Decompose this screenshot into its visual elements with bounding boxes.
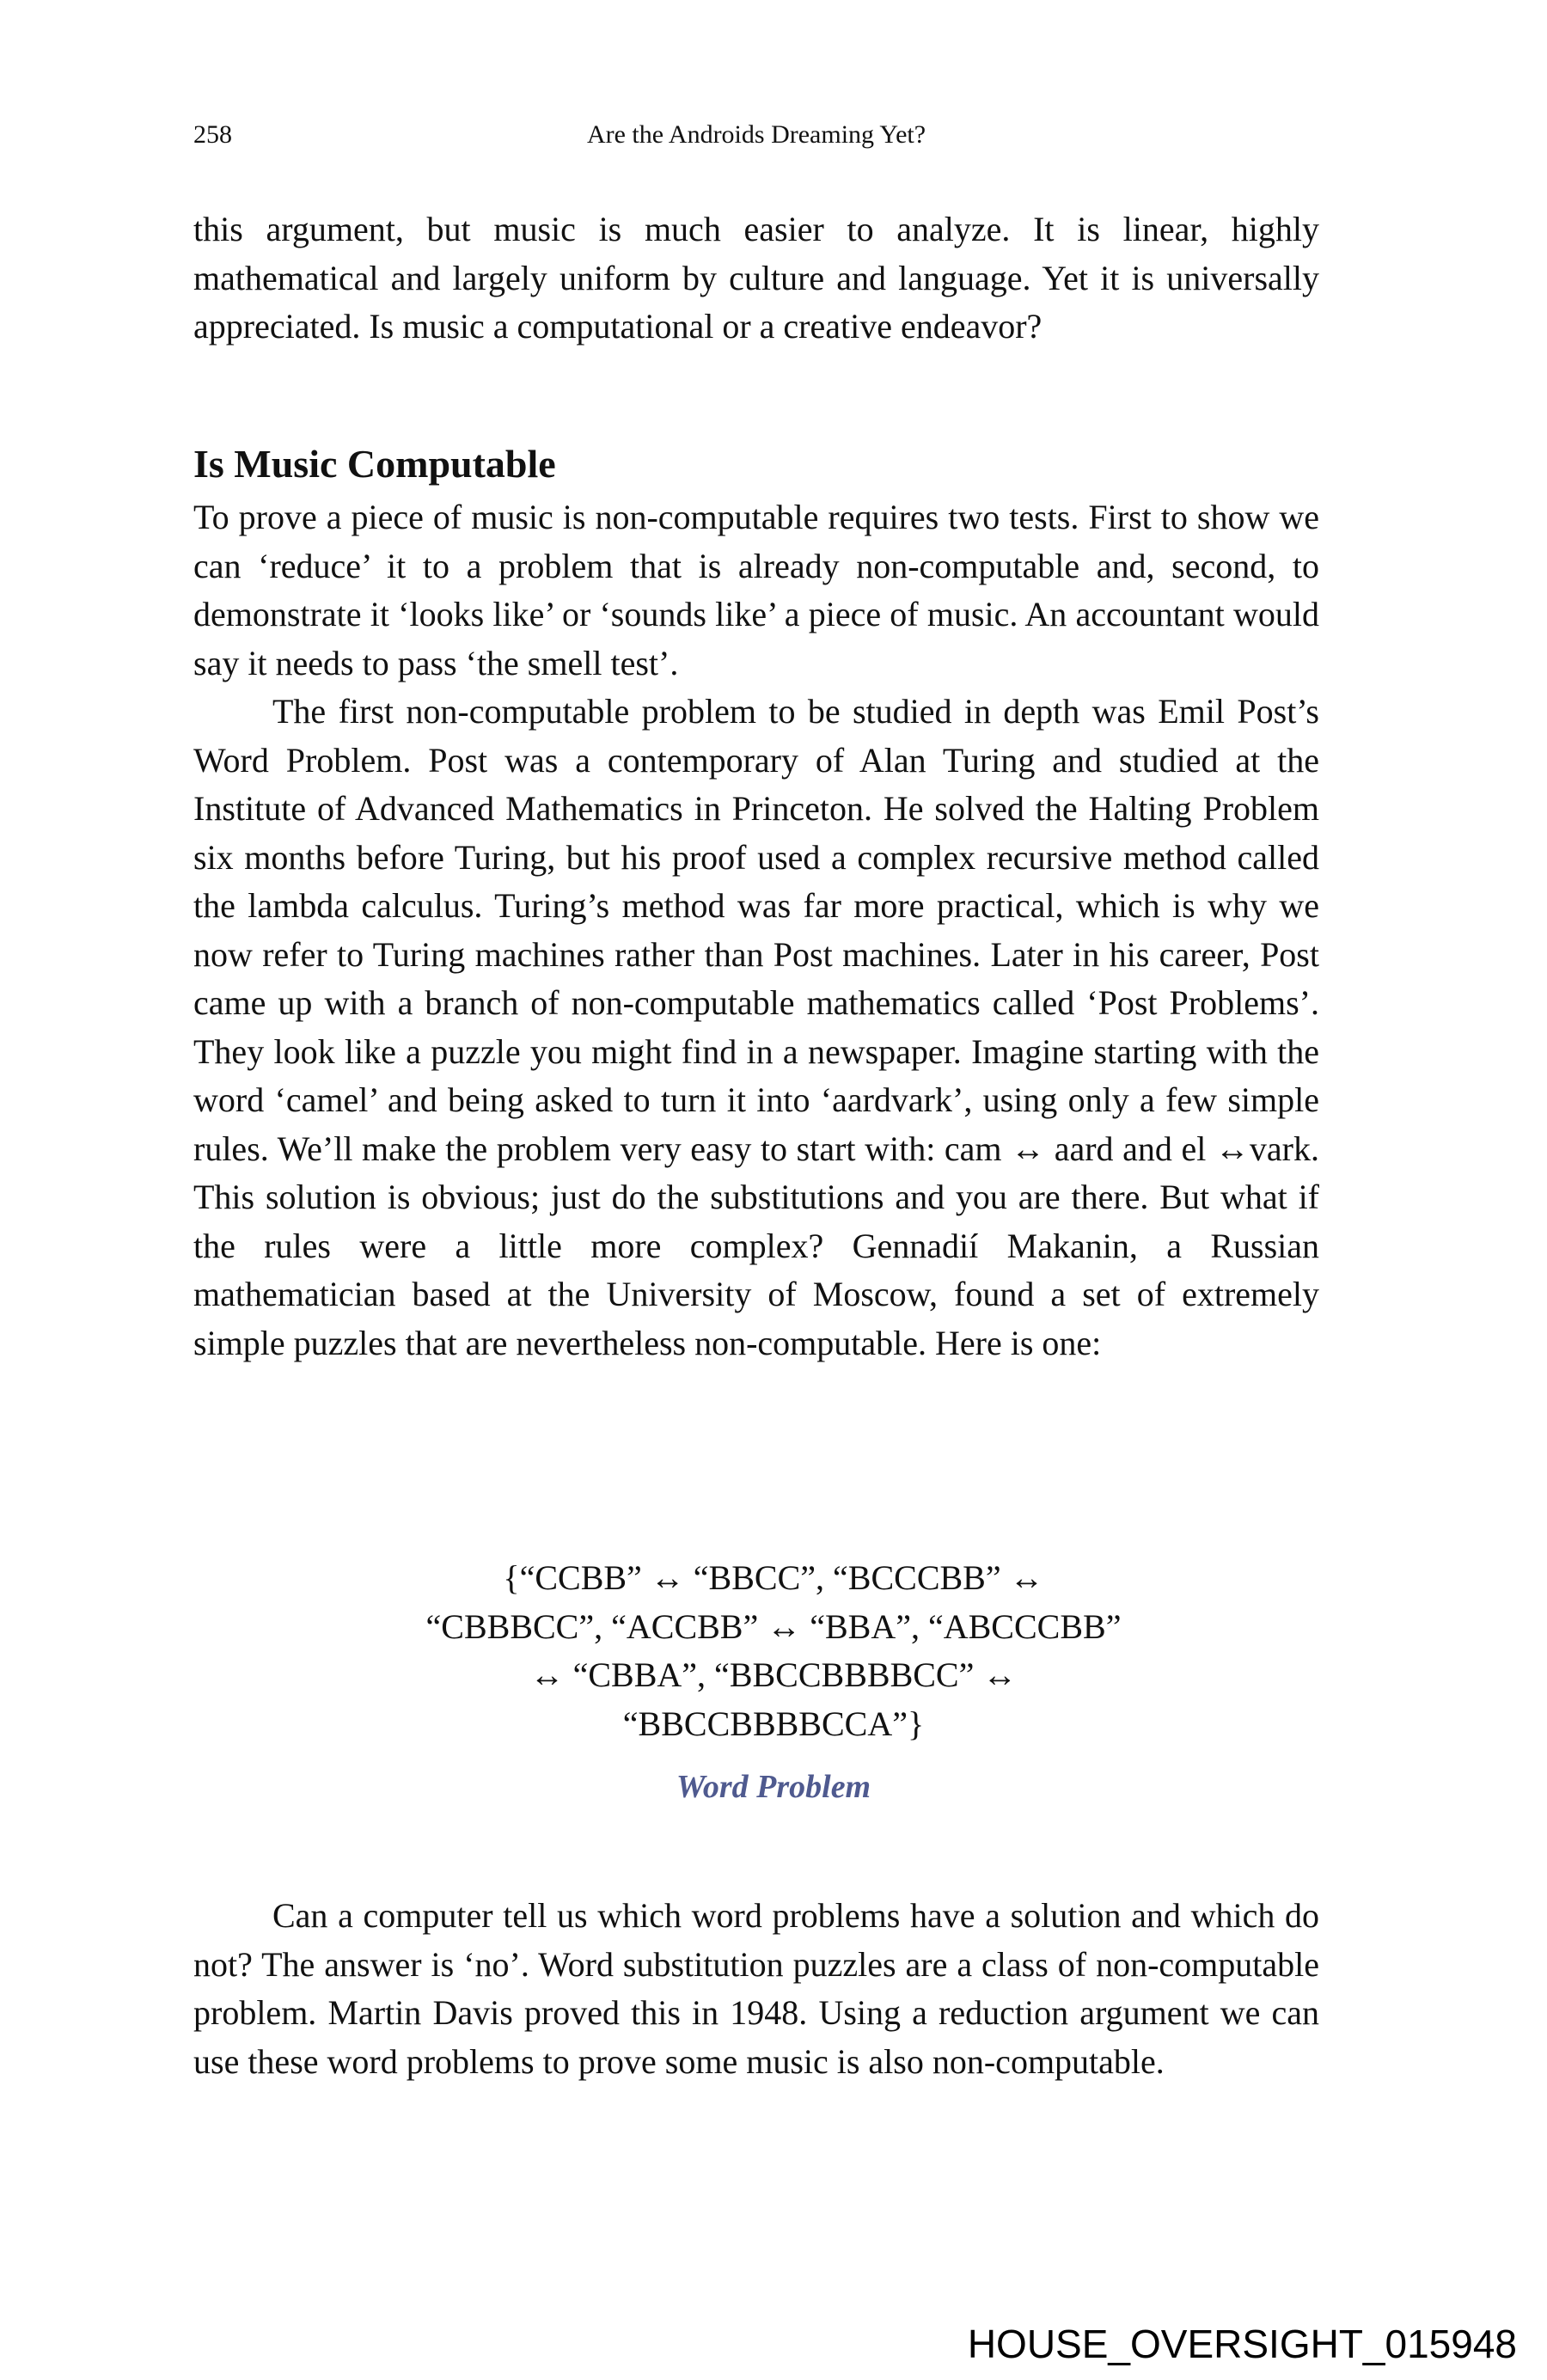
formula-caption: Word Problem [676,1769,871,1805]
section-heading: Is Music Computable [193,442,556,486]
paragraph-block-2 [193,493,1319,688]
paragraph-block-3 [193,688,1319,1367]
paragraph-block-4 [193,1892,1319,2086]
bates-stamp: HOUSE_OVERSIGHT_015948 [967,2322,1517,2366]
word-problem-formula [344,1554,1203,1748]
page-number: 258 [193,120,232,149]
paragraph-2: To prove a piece of music is non-computable requires two tests. First to show we can ‘reduce’ it to a problem that is already non-computable and, second, to demonstrate it ‘looks like’ or ‘sounds like’ a piece of music. An accountant would say it needs to pass ‘the smell test’. [193,498,1319,682]
paragraph-4: Can a computer tell us which word problems have a solution and which do not? The answer is ‘no’. Word substitution puzzles are a class of non-computable problem. Martin Davis proved this in 1948. Using a reduction argument we can use these word problems to prove some music is also non-computable. [193,1896,1319,2081]
paragraph-3: The first non-computable problem to be studied in depth was Emil Post’s Word Problem. Post was a contemporary of Alan Turing and studied at the Institute of Advanced Mathematics in Princeton. He solved the Halting Problem six months before Turing, but his proof used a complex recursive method called the lambda calculus. Turing’s method was far more practical, which is why we now refer to Turing machines rather than Post machines. Later in his career, Post came up with a branch of non-computable mathematics called ‘Post Problems’. They look like a puzzle you might find in a newspaper. Imagine starting with the word ‘camel’ and being asked to turn it into ‘aardvark’, using only a few simple rules. We’ll make the problem very easy to start with: cam ↔ aard and el ↔vark. This solution is obvious; just do the substitutions and you are there. But what if the rules were a little more complex? Gennadií Makanin, a Russian mathematician based at the University of Moscow, found a set of extremely simple puzzles that are nevertheless non-computable. Here is one: [193,692,1319,1362]
formula-line: “CBBBCC”, “ACCBB” ↔ “BBA”, “ABCCCBB” [425,1606,1122,1646]
formula-line: ↔ “CBBA”, “BBCCBBBBCC” ↔ [529,1655,1018,1694]
formula-line: {“CCBB” ↔ “BBCC”, “BCCCBB” ↔ [503,1558,1044,1597]
paragraph-continuation [193,205,1319,352]
formula-line: “BBCCBBBBCCA”} [622,1704,925,1743]
paragraph-1: this argument, but music is much easier to analyze. It is linear, highly mathematical and largely uniform by culture and language. Yet it is universally appreciated. Is music a computational or a creative endeavor? [193,210,1319,346]
page-header [193,120,1319,155]
running-title: Are the Androids Dreaming Yet? [586,120,926,149]
